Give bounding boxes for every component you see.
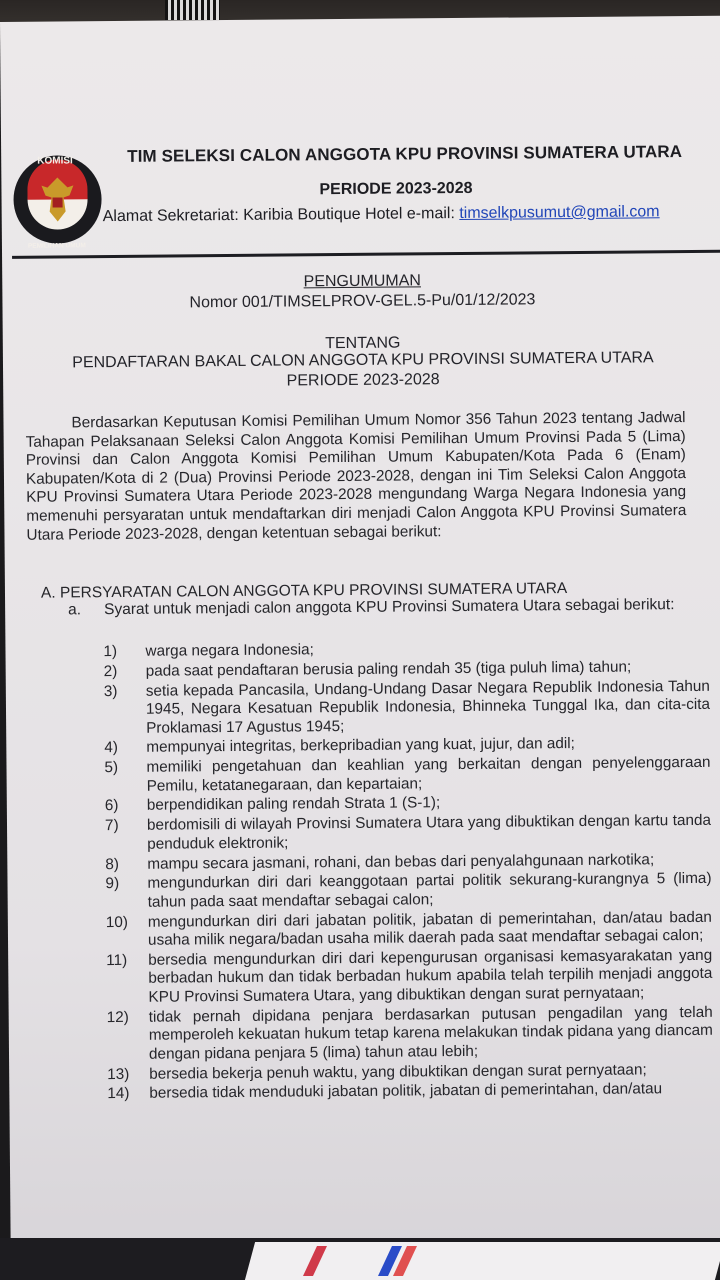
requirements-list — [103, 638, 713, 1105]
list-item — [106, 908, 712, 950]
list-item — [104, 677, 710, 738]
announcement-subject: PENDAFTARAN BAKAL CALON ANGGOTA KPU PROVINSI SUMATERA UTARA — [72, 349, 654, 372]
list-item-number: 11) — [106, 951, 128, 970]
list-item-text: berdomisili di wilayah Provinsi Sumatera Utara yang dibuktikan dengan kartu tanda penduduk elektronik; — [146, 812, 712, 853]
announcement-number: Nomor 001/TIMSELPROV-GEL.5-Pu/01/12/2023 — [189, 291, 536, 312]
address-text: Alamat Sekretariat: Karibia Boutique Hotel e-mail: — [102, 204, 460, 226]
list-item-text: warga negara Indonesia; — [145, 641, 314, 660]
list-item-text: pada saat pendaftaran berusia paling rendah 35 (tiga puluh lima) tahun; — [145, 658, 632, 680]
list-item-text: tidak pernah dipidana penjara berdasarkan putusan pengadilan yang telah memperoleh kekuatan hukum tetap karena melakukan tindak pidana yang diancam dengan pidana penjara 5 (lima) tahun atau lebih; — [148, 1003, 713, 1063]
list-item-text: memiliki pengetahuan dan keahlian yang berkaitan dengan penyelenggaraan Pemilu, ketatanegaraan, dan kepartaian; — [146, 754, 711, 795]
list-item — [107, 1004, 713, 1065]
list-item-text: mampu secara jasmani, rohani, dan bebas dari penyalahgunaan narkotika; — [147, 850, 655, 873]
logo-text-top: KOMISI — [37, 155, 73, 167]
list-item-text: mengundurkan diri dari keanggotaan partai politik sekurang-kurangnya 5 (lima) tahun pada saat mendaftar sebagai calon; — [147, 870, 712, 911]
list-item — [105, 812, 711, 854]
list-item-number: 6) — [104, 797, 119, 815]
list-item-number: 4) — [104, 739, 119, 757]
letterhead-rule — [12, 250, 720, 259]
sub-label: a. — [68, 601, 82, 619]
list-item — [104, 754, 710, 796]
list-item-number: 9) — [105, 875, 120, 893]
letterhead-title: TIM SELEKSI CALON ANGGOTA KPU PROVINSI SUMATERA UTARA — [127, 142, 683, 166]
intro-paragraph: Berdasarkan Keputusan Komisi Pemilihan Umum Nomor 356 Tahun 2023 tentang Jadwal Tahapan Pelaksanaan Seleksi Calon Anggota Komisi Pemilihan Umum Provinsi Pada 5 (Lima) Provinsi dan Calon Anggota Komisi Pemilihan Umum Kabupaten/Kota Pada 6 (Enam) Kabupaten/Kota di 2 (Dua) Provinsi Periode 2023-2028, dengan ini Tim Seleksi Calon Anggota KPU Provinsi Sumatera Utara Periode 2023-2028 mengundang Warga Negara Indonesia yang memenuhi persyaratan untuk mendaftarkan diri menjadi Calon Anggota KPU Provinsi Sumatera Utara Periode 2023-2028, dengan ketentuan sebagai berikut: — [25, 409, 687, 544]
list-item — [106, 947, 712, 1008]
email-link[interactable]: timselkpusumut@gmail.com — [459, 203, 660, 222]
announcement-heading-text: PENGUMUMAN — [303, 272, 422, 291]
list-item-number: 12) — [106, 1008, 129, 1026]
list-item-text: bersedia bekerja penuh waktu, yang dibuktikan dengan surat pernyataan; — [149, 1060, 647, 1083]
list-item-number: 1) — [103, 643, 118, 661]
list-item-number: 2) — [103, 662, 118, 680]
list-item-number: 5) — [104, 759, 119, 777]
list-item-text: mengundurkan diri dari jabatan politik, jabatan di pemerintahan, dan/atau badan usaha milik negara/badan usaha milik daerah pada saat mendaftar sebagai calon; — [147, 908, 712, 949]
sub-text: Syarat untuk menjadi calon anggota KPU Provinsi Sumatera Utara sebagai berikut: — [104, 596, 675, 619]
list-item-number: 13) — [107, 1065, 130, 1083]
qr-code-fragment — [165, 0, 220, 20]
announcement-about: TENTANG — [325, 334, 401, 353]
letterhead-period: PERIODE 2023-2028 — [319, 179, 473, 199]
list-item — [105, 870, 711, 912]
section-a-title: A. PERSYARATAN CALON ANGGOTA KPU PROVINSI SUMATERA UTARA — [40, 580, 568, 602]
list-item-number: 3) — [103, 682, 118, 700]
letterhead-address — [103, 203, 660, 226]
list-item-number: 7) — [104, 817, 119, 835]
announcement-subject-period: PERIODE 2023-2028 — [286, 371, 440, 390]
list-item-text: mempunyai integritas, berkepribadian yang kuat, jujur, dan adil; — [146, 735, 575, 757]
list-item — [107, 1080, 713, 1104]
document-page — [0, 16, 720, 1250]
list-item-number: 8) — [105, 855, 120, 873]
list-item-number: 14) — [107, 1085, 130, 1103]
list-item-text: bersedia mengundurkan diri dari kepengurusan organisasi kemasyarakatan yang berbadan hukum dan tidak berbadan hukum apabila telah terpilih menjadi anggota KPU Provinsi Sumatera Utara, yang dibuktikan dengan surat pernyataan; — [148, 946, 713, 1006]
logo-text-bottom: PEMILIHAN UMUM — [27, 242, 86, 250]
list-item-text: setia kepada Pancasila, Undang-Undang Dasar Negara Republik Indonesia Tahun 1945, Negara Kesatuan Republik Indonesia, Bhinneka Tunggal Ika, dan cita-cita Proklamasi 17 Agustus 1945; — [145, 677, 711, 737]
list-item-number: 10) — [105, 913, 129, 931]
list-item-text: berpendidikan paling rendah Strata 1 (S-1); — [146, 794, 441, 815]
kpu-logo — [11, 141, 104, 260]
list-item-text: bersedia tidak menduduki jabatan politik, jabatan di pemerintahan, dan/atau — [149, 1080, 663, 1103]
